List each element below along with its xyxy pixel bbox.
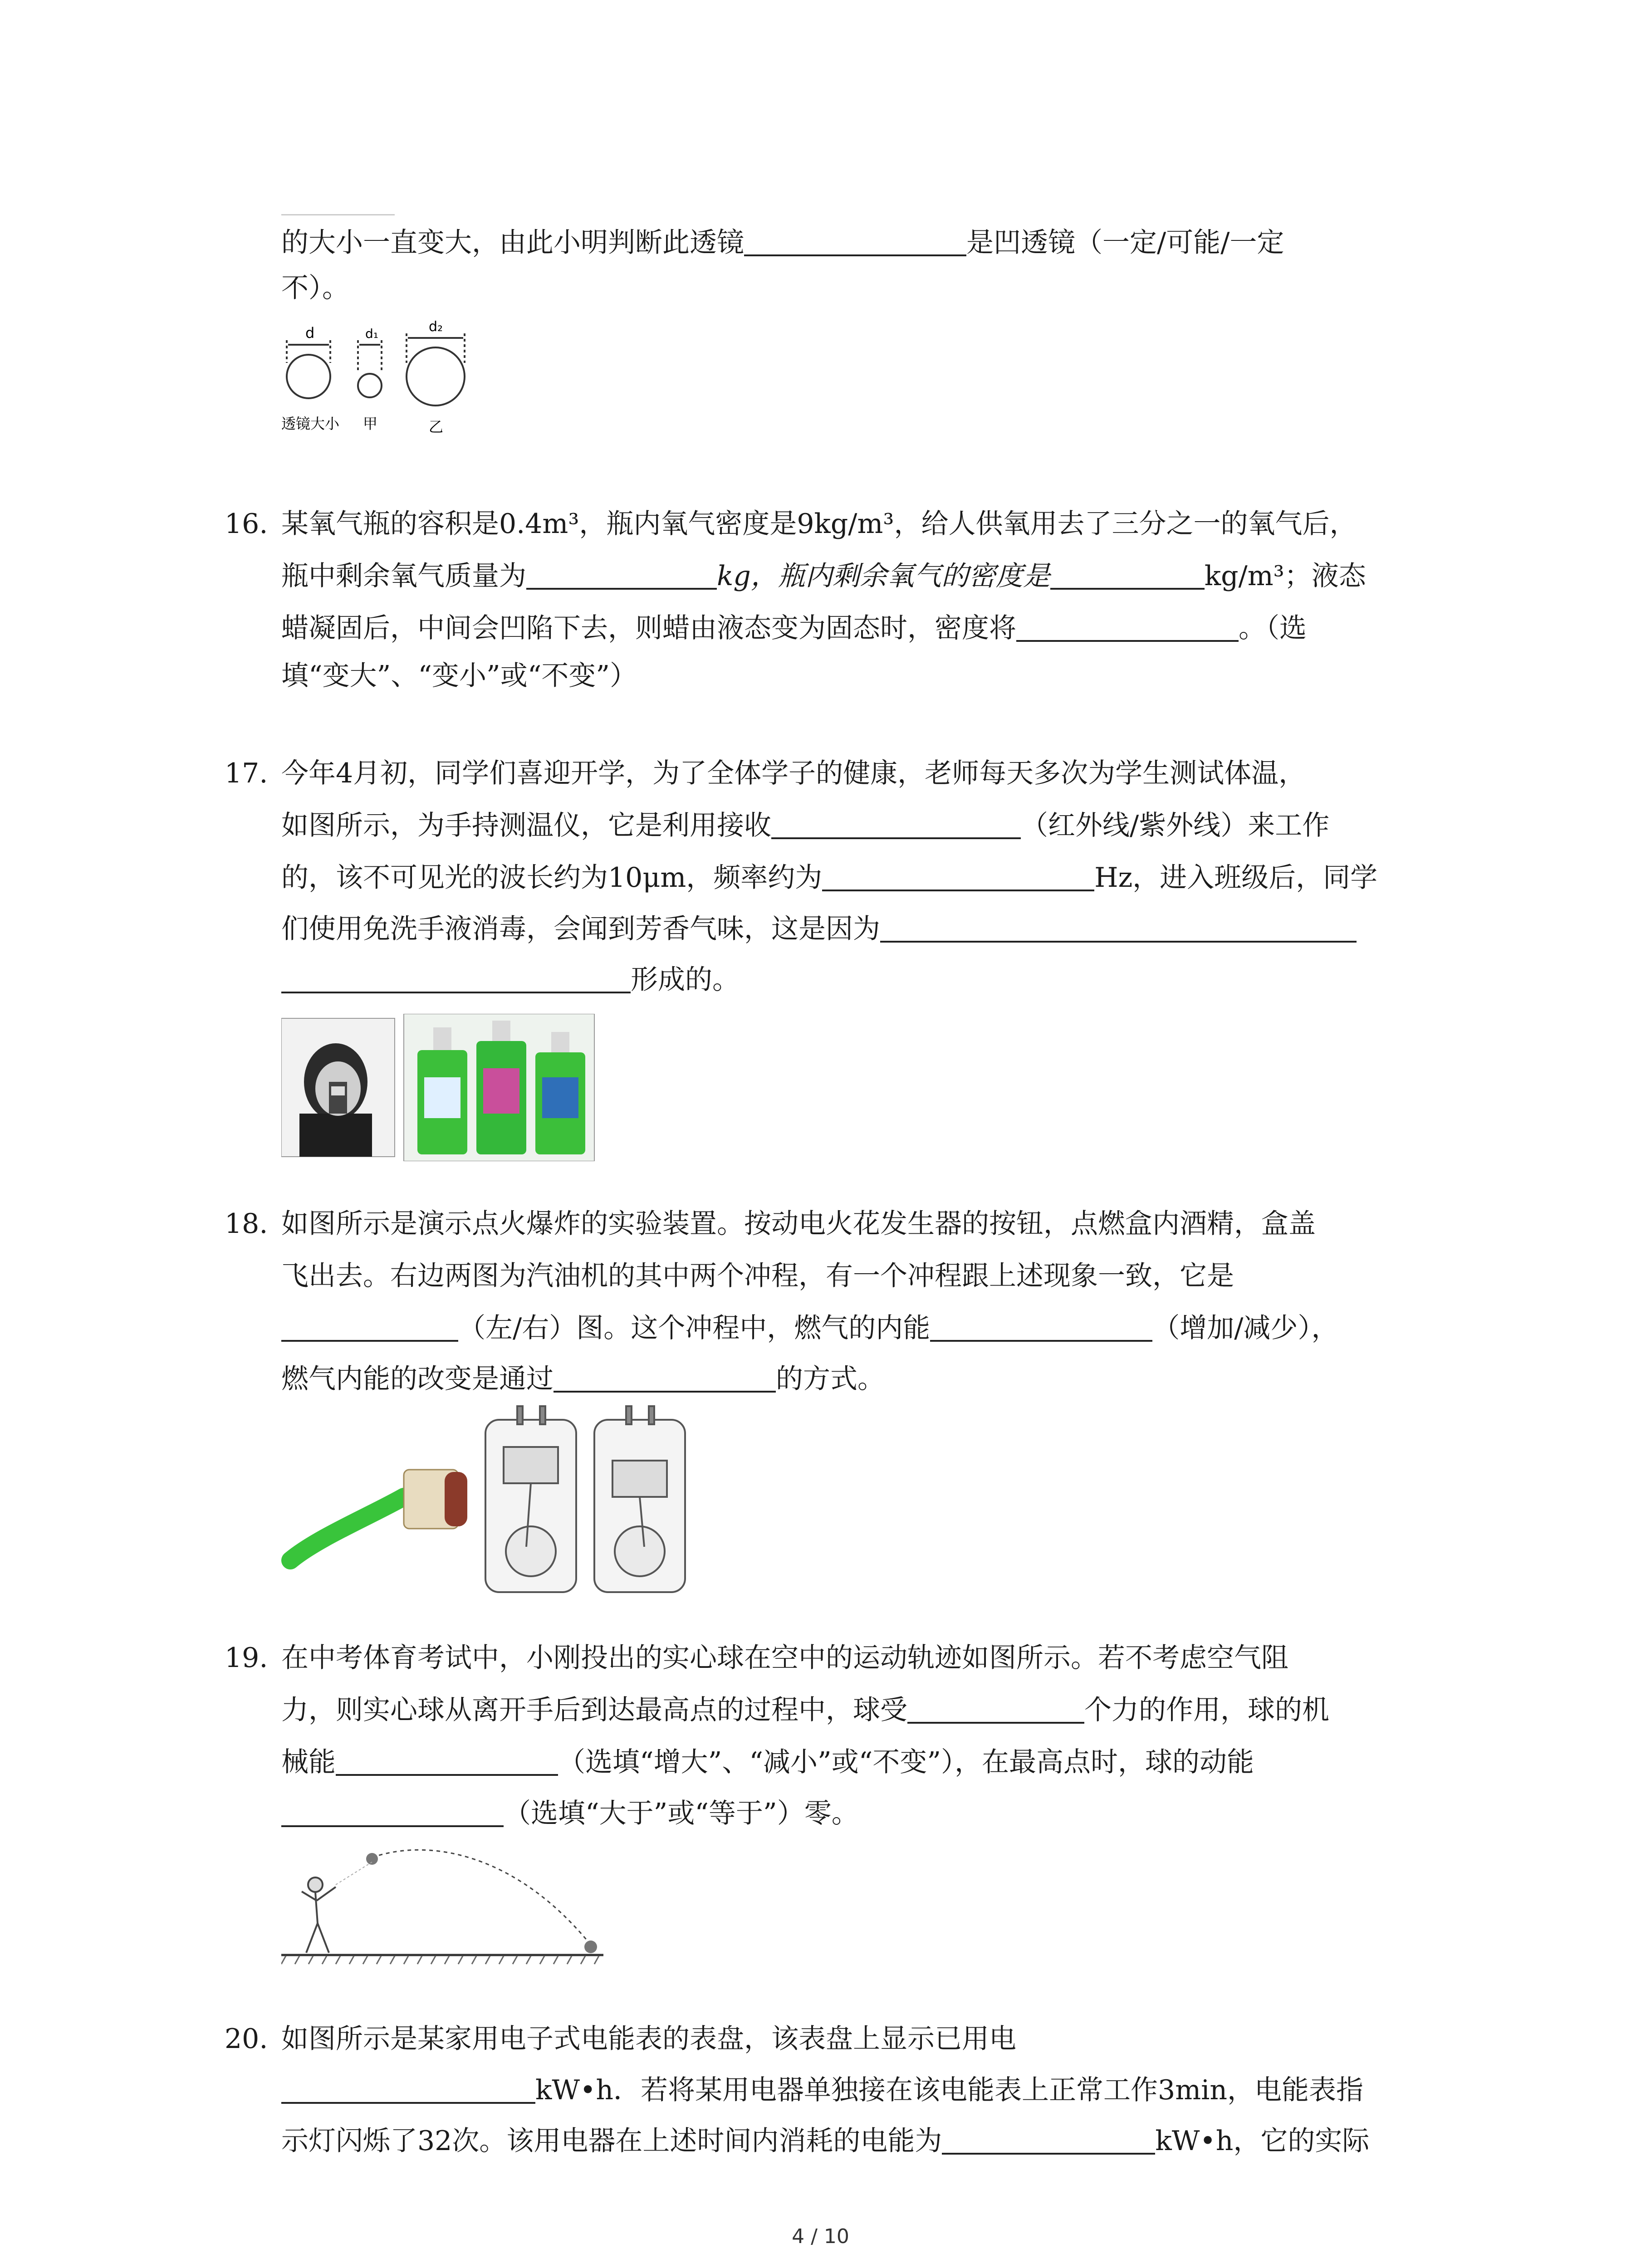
q16-blank-change[interactable] [1016,611,1239,642]
q17-line4: 们使用免洗手液消毒，会闻到芳香气味，这是因为 [281,911,1357,947]
q20-blank-reading[interactable] [281,2073,535,2104]
q17-blank-ray[interactable] [771,808,1021,839]
q18-line2: 飞出去。右边两图为汽油机的其中两个冲程，有一个冲程跟上述现象一致，它是 [281,1260,1234,1292]
q19-blank-kinetic[interactable] [281,1796,504,1827]
label-yi: 乙 [429,418,444,435]
q19-blank-force-count[interactable] [907,1693,1084,1724]
q20-line3: 示灯闪烁了32次。该用电器在上述时间内消耗的电能为 kW•h，它的实际 [281,2123,1369,2159]
q18-blank-method[interactable] [554,1362,776,1393]
label-jia: 甲 [363,415,378,432]
q19-line3: 械能 （选填“增大”、“减小”或“不变”），在最高点时，球的动能 [281,1744,1254,1780]
q17-blank-frequency[interactable] [822,860,1094,891]
page-number: 4 / 10 [792,2225,849,2248]
q16-number: 16. [225,508,268,540]
lens-figure [279,313,479,440]
q15-blank[interactable] [744,225,966,256]
ignition-and-engine-strokes [281,1402,717,1601]
top-rule [281,214,395,215]
q16-line3: 蜡凝固后，中间会凹陷下去，则蜡由液态变为固态时，密度将 。（选 [281,610,1307,646]
q16-blank-density[interactable] [1050,559,1205,590]
q17-line2: 如图所示，为手持测温仪，它是利用接收 （红外线/紫外线）来工作 [281,807,1329,844]
q20-number: 20. [225,2023,268,2055]
q17-line5: 形成的。 [281,962,740,998]
q17-line3: 的，该不可见光的波长约为10μm，频率约为 Hz，进入班级后，同学 [281,860,1377,896]
q20-line1: 如图所示是某家用电子式电能表的表盘，该表盘上显示已用电 [281,2023,1016,2055]
label-d1: d₁ [365,326,378,341]
shot-put-trajectory [281,1842,608,1969]
q17-number: 17. [225,758,268,789]
q16-blank-mass[interactable] [526,559,717,590]
q15-line2: 不）。 [281,272,349,304]
q19-line4: （选填“大于”或“等于”）零。 [281,1795,859,1832]
label-d: d [305,324,315,342]
q19-line2: 力，则实心球从离开手后到达最高点的过程中，球受 个力的作用，球的机 [281,1692,1329,1728]
q17-blank-reason-cont[interactable] [281,963,631,993]
q20-blank-energy[interactable] [942,2124,1155,2155]
label-d2: d₂ [429,319,443,335]
q19-number: 19. [225,1642,268,1674]
q18-blank-side[interactable] [281,1311,458,1342]
q16-line4: 填“变大”、“变小”或“不变”） [281,660,637,692]
q18-line4: 燃气内能的改变是通过 的方式。 [281,1361,885,1397]
q18-line1: 如图所示是演示点火爆炸的实验装置。按动电火花发生器的按钮，点燃盒内酒精，盒盖 [281,1208,1316,1240]
q20-line2: kW•h．若将某用电器单独接在该电能表上正常工作3min，电能表指 [281,2072,1363,2108]
q19-blank-mech-energy[interactable] [336,1745,558,1776]
q18-number: 18. [225,1208,268,1240]
label-lens-size: 透镜大小 [281,415,340,432]
q18-blank-energy[interactable] [930,1311,1152,1342]
thermometer-and-sanitizer-photos [281,1014,599,1161]
q16-line2: 瓶中剩余氧气质量为 kg，瓶内剩余氧气的密度是 kg/m³；液态 [281,558,1366,594]
q16-line1: 某氧气瓶的容积是0.4m³，瓶内氧气密度是9kg/m³，给人供氧用去了三分之一的氧气后， [281,508,1357,540]
q19-line1: 在中考体育考试中，小刚投出的实心球在空中的运动轨迹如图所示。若不考虑空气阻 [281,1642,1288,1674]
q17-blank-reason[interactable] [880,912,1357,943]
q18-line3: （左/右）图。这个冲程中，燃气的内能 （增加/减少）， [281,1310,1338,1346]
q15-line1: 的大小一直变大，由此小明判断此透镜 是凹透镜（一定/可能/一定 [281,225,1284,261]
q17-line1: 今年4月初，同学们喜迎开学，为了全体学子的健康，老师每天多次为学生测试体温， [281,758,1306,789]
